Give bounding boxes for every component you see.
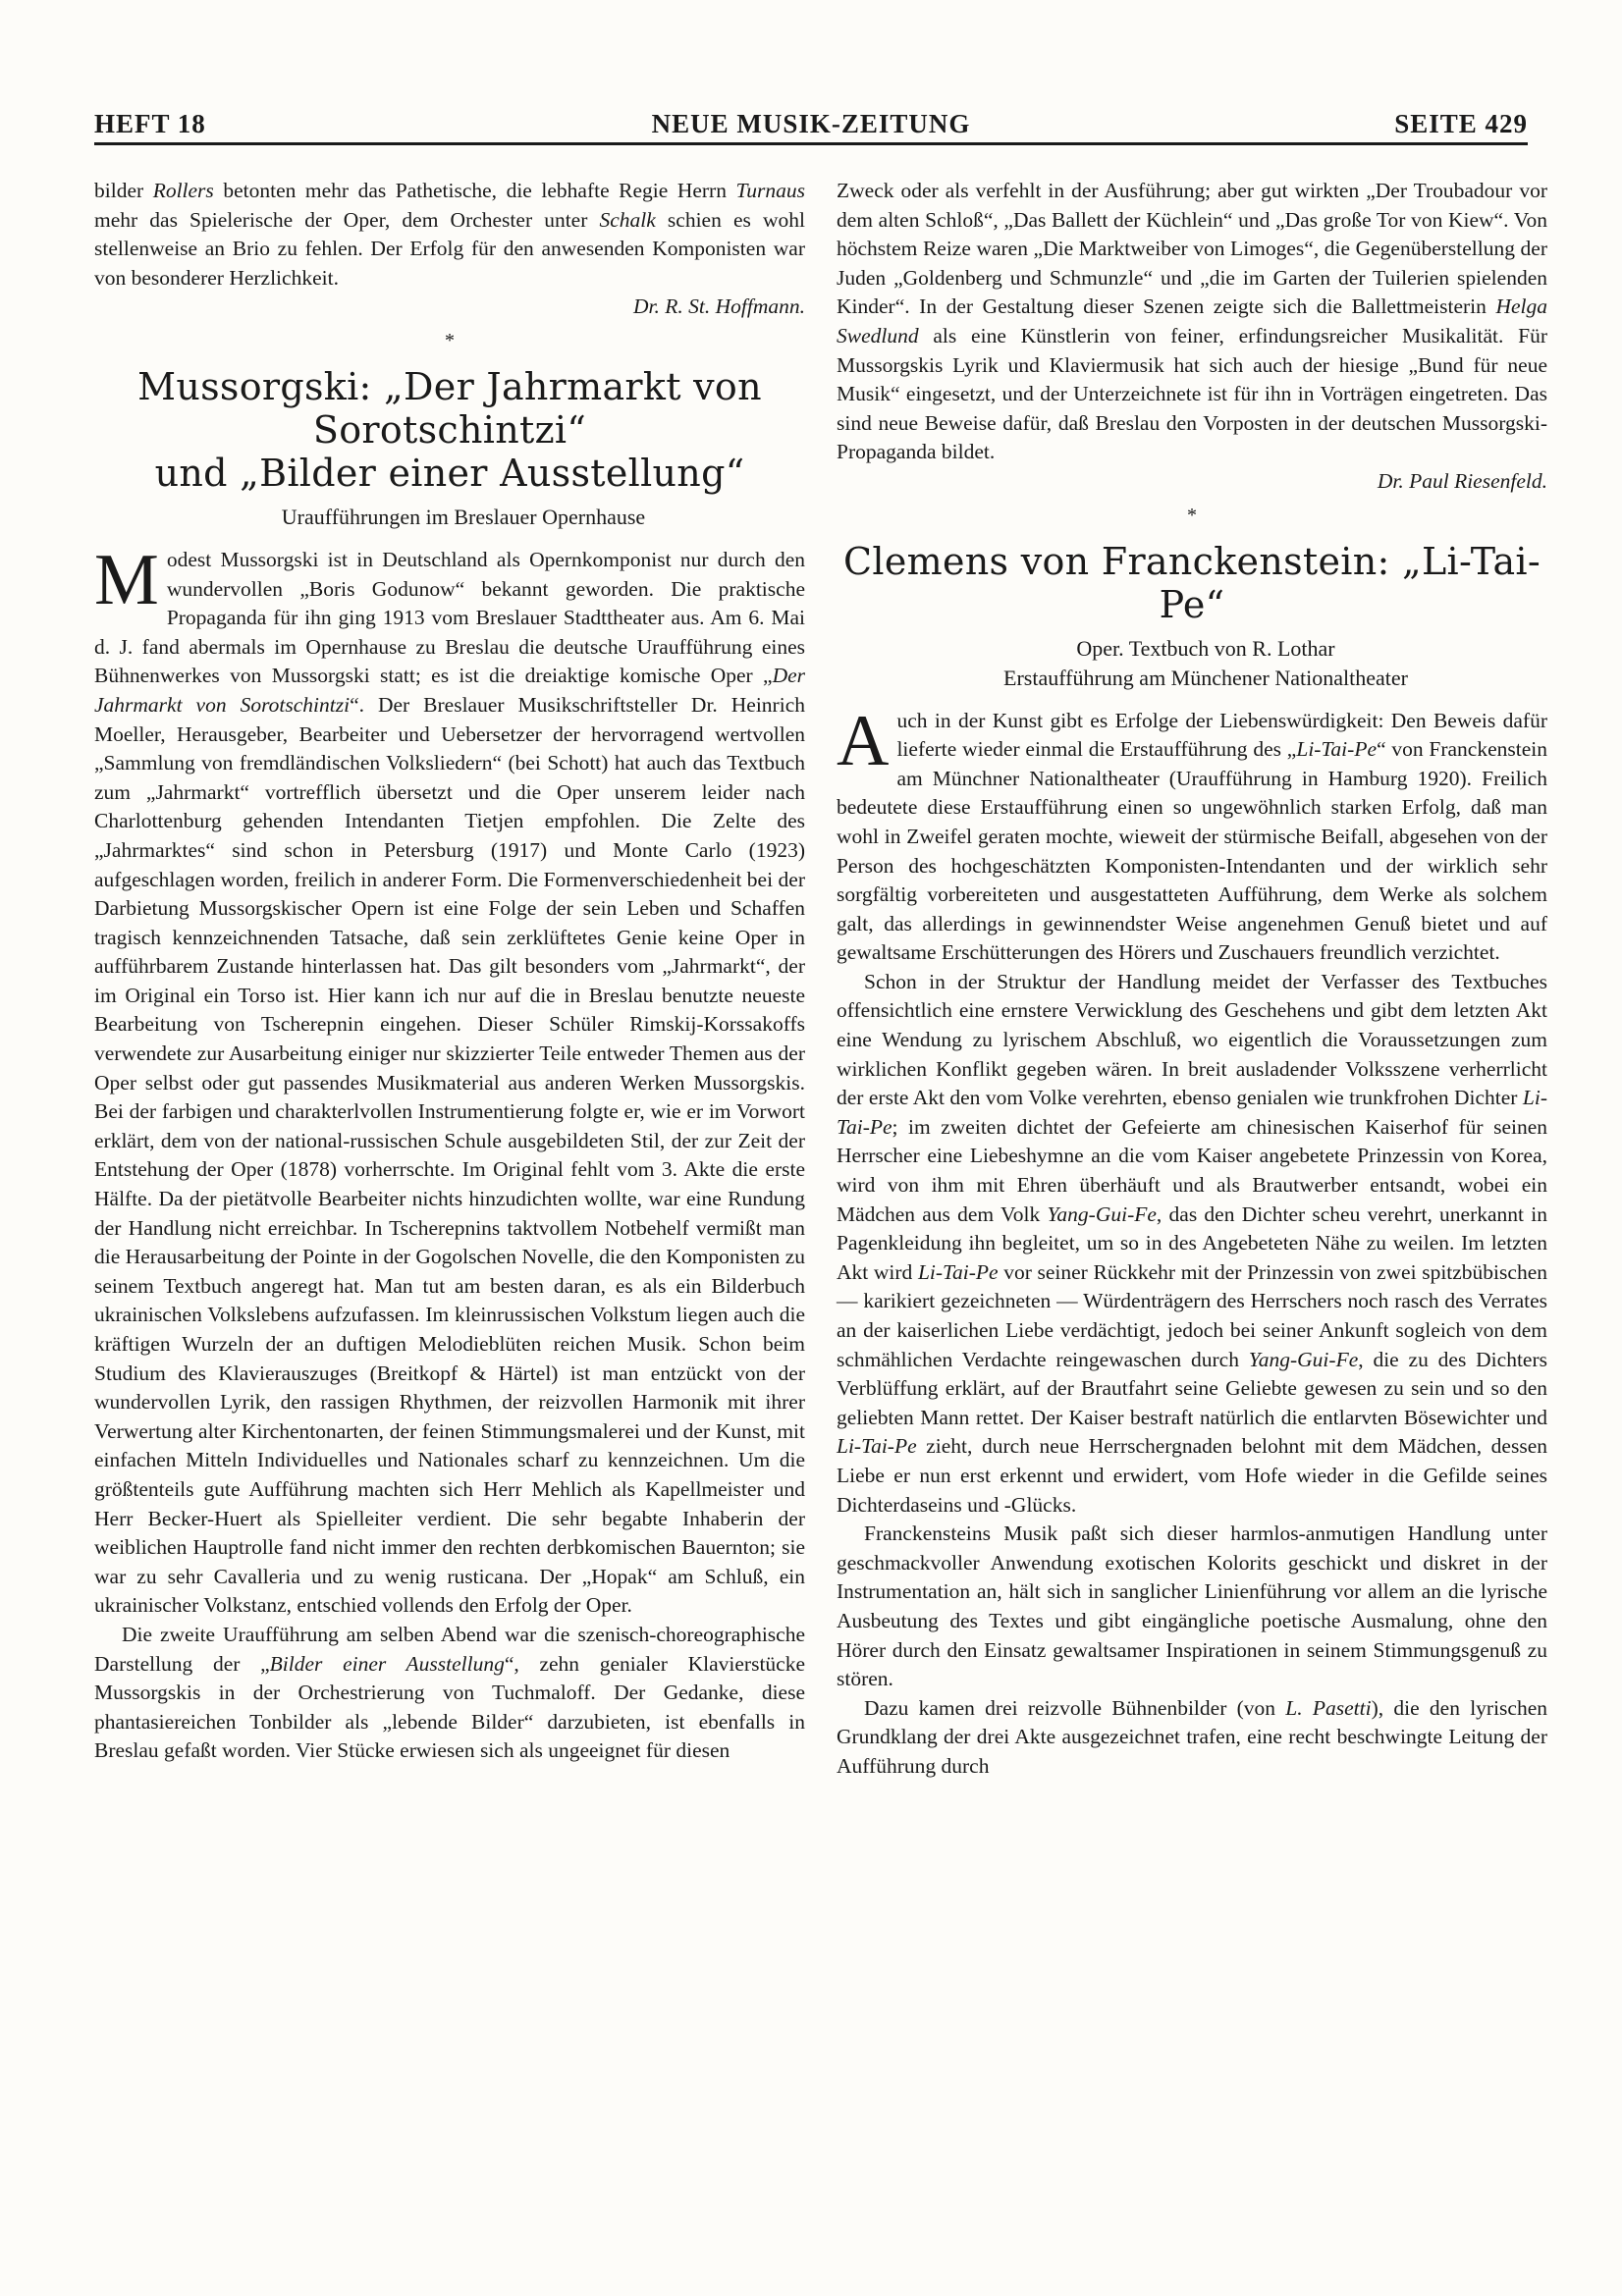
italic-text: Li-Tai-Pe [917,1259,999,1284]
article-subtitle: Uraufführungen im Breslauer Opernhause [281,504,646,529]
body-paragraph [837,177,1547,467]
left-column [94,177,805,1766]
body-paragraph [94,539,805,1621]
text-run: odest Mussorgski ist in Deutschland als Opernkomponist nur durch den wundervollen „Boris Godunow“ bekannt geworden. Die praktische Propaganda für ihn ging 1913 vom Breslauer Stadttheater aus. Am 6. Mai d. J. fand abermals im Opernhause zu Breslau die deutsche Uraufführung eines Bühnenwerkes von Mussorgski statt; es ist die dreiaktige komische Oper „ [94,547,805,688]
journal-title: NEUE MUSIK-ZEITUNG [651,109,971,138]
italic-text: Helga Swedlund [837,294,1547,347]
text-run: “. Der Breslauer Musikschriftsteller Dr. Heinrich Moeller, Herausgeber, Bearbeiter und Uebersetzer der hervorragend wertvollen „Sammlung von fremdländischen Volksliedern“ (bei Schott) hat auch das Textbuch zum „Jahrmarkt“ vortrefflich übersetzt und die Oper unserem leider nach Charlottenburg gehenden Intendanten Tietjen empfohlen. Die Zelte des „Jahrmarktes“ sind schon in Petersburg (1917) und Monte Carlo (1923) aufgeschlagen worden, freilich in anderer Form. Die Formenverschiedenheit bei der Darbietung Mussorgskischer Opern ist eine Folge der sein Leben und Schaffen tragisch kennzeichnenden Tatsache, daß sein zerklüftetes Genie keine Oper in aufführbarem Zustande hinterlassen hat. Das gilt besonders vom „Jahrmarkt“, der im Original ein Torso ist. Hier kann ich nur auf die in Breslau benutzte neueste Bearbeitung von Tscherepnin eingehen. Dieser Schüler Rimskij-Korssakoffs verwendete zur Ausarbeitung einiger nur skizzierter Teile entweder Themen aus der Oper selbst oder gut passendes Musikmaterial aus anderen Werken Mussorgskis. Bei der farbigen und charakterlvollen Instrumentierung folgte er, wie er im Vorwort erklärt, dem von der national-russischen Schule ausgebildeten Stil, der zur Zeit der Entstehung der Oper (1878) vorherrschte. Im Original fehlt vom 3. Akte die erste Hälfte. Da der pietätvolle Bearbeiter nichts hinzudichten wollte, war eine Rundung der Handlung nicht erreichbar. In Tscherepnins taktvollem Notbehelf vermißt man die Herausarbeitung der Pointe in der Gogolschen Novelle, die den Komponisten zu seinem Textbuch angeregt hat. Man tut am besten daran, es als ein Bilderbuch ukrainischen Volkslebens aufzufassen. Im kleinrussischen Volkstum liegen auch die kräftigen Wurzeln der an duftigen Melodieblüten reichen Musik. Schon beim Studium des Klavierauszuges (Breitkopf & Härtel) ist man entzückt von der wundervollen Lyrik, den rassigen Rhythmen, der reizvollen Harmonik mit ihrer Verwertung alter Kirchentonarten, der feinen Stimmungsmalerei und der Kunst, mit einfachen Mitteln Individuelles und Nationales scharf zu kennzeichnen. Um die größtenteils gute Aufführung machten sich Herr Mehlich als Kapellmeister und Herr Becker-Huert als Spielleiter verdient. Die sehr begabte Inhaberin der weiblichen Hauptrolle fand nicht immer den rechten derbkomischen Bauernton; sie war zu sehr Cavalleria und zu wenig rusticana. Der „Hopak“ am Schluß, ein ukrainischer Volkstanz, entschied vollends den Erfolg der Oper. [94,692,805,1618]
right-column [837,177,1547,1782]
body-paragraph [837,700,1547,968]
text-run: mehr das Spielerische der Oper, dem Orchester unter [94,207,600,232]
text-run: bilder [94,179,153,202]
drop-cap: M [94,539,159,620]
text-run: Die zweite Uraufführung am selben Abend war die szenisch-choreographische Darstellung der „ [94,1622,805,1676]
article-title-line-2: und „Bilder einer Ausstellung“ [154,451,745,495]
section-separator: * [1187,504,1197,526]
article-subtitle: Erstaufführung am Münchener Nationaltheater [1003,665,1408,690]
italic-text: Li-Tai-Pe [1296,737,1377,762]
paragraph-text [94,539,805,1618]
article-signature: Dr. Paul Riesenfeld. [1377,468,1547,493]
italic-text: Yang-Gui-Fe [1047,1201,1157,1226]
italic-text: Li-Tai-Pe [837,1086,1547,1139]
article-subtitle: Oper. Textbuch von R. Lothar [1076,635,1335,661]
text-run: zieht, durch neue Herrschergnaden belohnt mit dem Mädchen, dessen Liebe er nun erst erkennt und erwidert, vom Hofe wieder in die Gefilde seines Dichterdaseins und -Glücks. [837,1434,1547,1517]
italic-text: Rollers [152,179,214,202]
italic-text: Li-Tai-Pe [837,1434,917,1459]
text-run: “ von Franckenstein am Münchner Nationaltheater (Uraufführung in Hamburg 1920). Freilich bedeutete diese Erstaufführung einen so ungewöhnlich starken Erfolg, daß man wohl in Zweifel geraten mochte, wieweit der stürmische Beifall, abgesehen von der Person des hochgeschätzten Komponisten-Intendanten und der wirklich sehr sorgfältig vorbereiteten und ausgestatteten Aufführung, dem Werke als solchem galt, das allerdings in gewinnendster Weise angenehmen Genuß bietet und auf gewaltsame Erschütterungen des Hörers und Zuschauers freundlich verzichtet. [837,737,1547,965]
text-run: betonten mehr das Pathetische, die lebhafte Regie Herrn [213,179,736,202]
drop-cap: A [837,700,890,781]
text-run: , das den Dichter scheu verehrt, unerkannt in Pagenkleidung ihn begleitet, um so in des Angebeteten Nähe zu weilen. Im letzten Akt wird [837,1201,1547,1284]
article-title-line-1: Mussorgski: „Der Jahrmarkt von Sorotschintzi“ [137,364,762,452]
text-run: “, zehn genialer Klavierstücke Mussorgskis in der Orchestrierung von Tuchmaloff. Der Gedanke, diese phantasiereichen Tonbilder als „lebende Bilder“ darzubieten, ist ebenfalls in Breslau gefaßt worden. Vier Stücke erwiesen sich als ungeeignet für diesen [94,1651,806,1763]
text-run: Schon in der Struktur der Handlung meidet der Verfasser des Textbuches offensichtlich eine ernstere Verwicklung des Geschehens und gibt dem letzten Akt eine Wendung zu lyrischem Abschluß, wo eigentlich die Voraussetzungen zum wirklichen Konflikt gegeben wären. In breit ausladender Volksszene verherrlicht der erste Akt den vom Volke verehrten, ebenso genialen wie trunkfrohen Dichter [837,969,1547,1110]
text-run: Zweck oder als verfehlt in der Ausführung; aber gut wirkten „Der Troubadour vor dem alten Schloß“, „Das Ballett der Küchlein“ und „Das große Tor von Kiew“. Von höchstem Reize waren „Die Marktweiber von Limoges“, die Gegenüberstellung der Juden „Goldenberg und Schmunzle“ und „die im Garten der Tuilerien spielenden Kinder“. In der Gestaltung dieser Szenen zeigte sich die Ballettmeisterin [837,179,1547,319]
header-rule [94,142,1528,145]
text-run: schien es wohl stellenweise an Brio zu fehlen. Der Erfolg für den anwesenden Komponisten war von besonderer Herzlichkeit. [94,207,805,290]
text-run: ; im zweiten dichtet der Gefeierte am chinesischen Kaiserhof für seinen Herrscher eine Liebeshymne an die vom Kaiser angebetete Prinzessin von Korea, wird von ihm mit Ehren überhäuft und als Brautwerber entsandt, wobei ein Mädchen aus dem Volk [837,1114,1547,1226]
italic-text: Turnaus [735,179,805,202]
italic-text: Bilder einer Ausstellung [269,1651,505,1676]
body-paragraph [94,1621,805,1766]
italic-text: Yang-Gui-Fe [1248,1347,1359,1371]
text-run: Dazu kamen drei reizvolle Bühnenbilder (von [864,1695,1286,1720]
italic-text: L. Pasetti [1285,1695,1372,1720]
issue-number: HEFT 18 [94,109,206,138]
paragraph-text [837,700,1547,965]
text-run: , die zu des Dichters Verblüffung erklärt, auf der Brautfahrt seine Geliebte gewesen zu sein und so den geliebten Mann rettet. Der Kaiser bestraft natürlich die entlarvten Bösewichter und [837,1347,1547,1429]
intro-signature: Dr. R. St. Hoffmann. [633,294,805,319]
page-number: SEITE 429 [1394,109,1528,138]
intro-paragraph [94,177,805,293]
article-title-mussorgski [94,365,805,495]
text-run: Franckensteins Musik paßt sich dieser harmlos-anmutigen Handlung unter geschmackvoller Anwendung exotischen Kolorits geschickt und diskret in der Instrumentation an, hält sich in sanglicher Linienführung vor allem an die lyrische Ausbeutung des Textes und gibt eingängliche poetische Ausmalung, ohne den Hörer durch den Einsatz gewaltsamer Inspirationen in seinem Stimmungsgenuß zu stören. [837,1522,1547,1691]
italic-text: Schalk [599,207,656,232]
body-paragraph [837,968,1547,1520]
running-header [94,102,1528,145]
body-paragraph [837,1520,1547,1694]
text-run: ), die den lyrischen Grundklang der drei Akte ausgezeichnet trafen, eine recht beschwingte Leitung der Aufführung durch [837,1695,1548,1778]
section-separator: * [445,329,455,351]
article-title-franckenstein: Clemens von Franckenstein: „Li-Tai-Pe“ [843,539,1541,626]
text-run: vor seiner Rückkehr mit der Prinzessin von zwei spitzbübischen — karikiert gezeichneten — Würdenträgern des Herrschers noch rasch des Verrates an der kaiserlichen Liebe verdächtigt, jedoch bei seiner Ankunft sogleich von dem schmählichen Verdachte reingewaschen durch [837,1259,1547,1371]
italic-text: Der Jahrmarkt von Sorotschintzi [94,664,805,717]
body-paragraph [837,1694,1547,1782]
text-run: uch in der Kunst gibt es Erfolge der Liebenswürdigkeit: Den Beweis dafür lieferte wieder einmal die Erstaufführung des „ [896,708,1547,762]
text-run: als eine Künstlerin von feiner, erfindungsreicher Musikalität. Für Mussorgskis Lyrik und Klaviermusik hat sich auch der hiesige „Bund für neue Musik“ eingesetzt, und der Unterzeichnete ist für ihn in Vorträgen eingetreten. Das sind neue Beweise dafür, daß Breslau den Vorposten in der deutschen Mussorgski-Propaganda bildet. [837,323,1547,464]
